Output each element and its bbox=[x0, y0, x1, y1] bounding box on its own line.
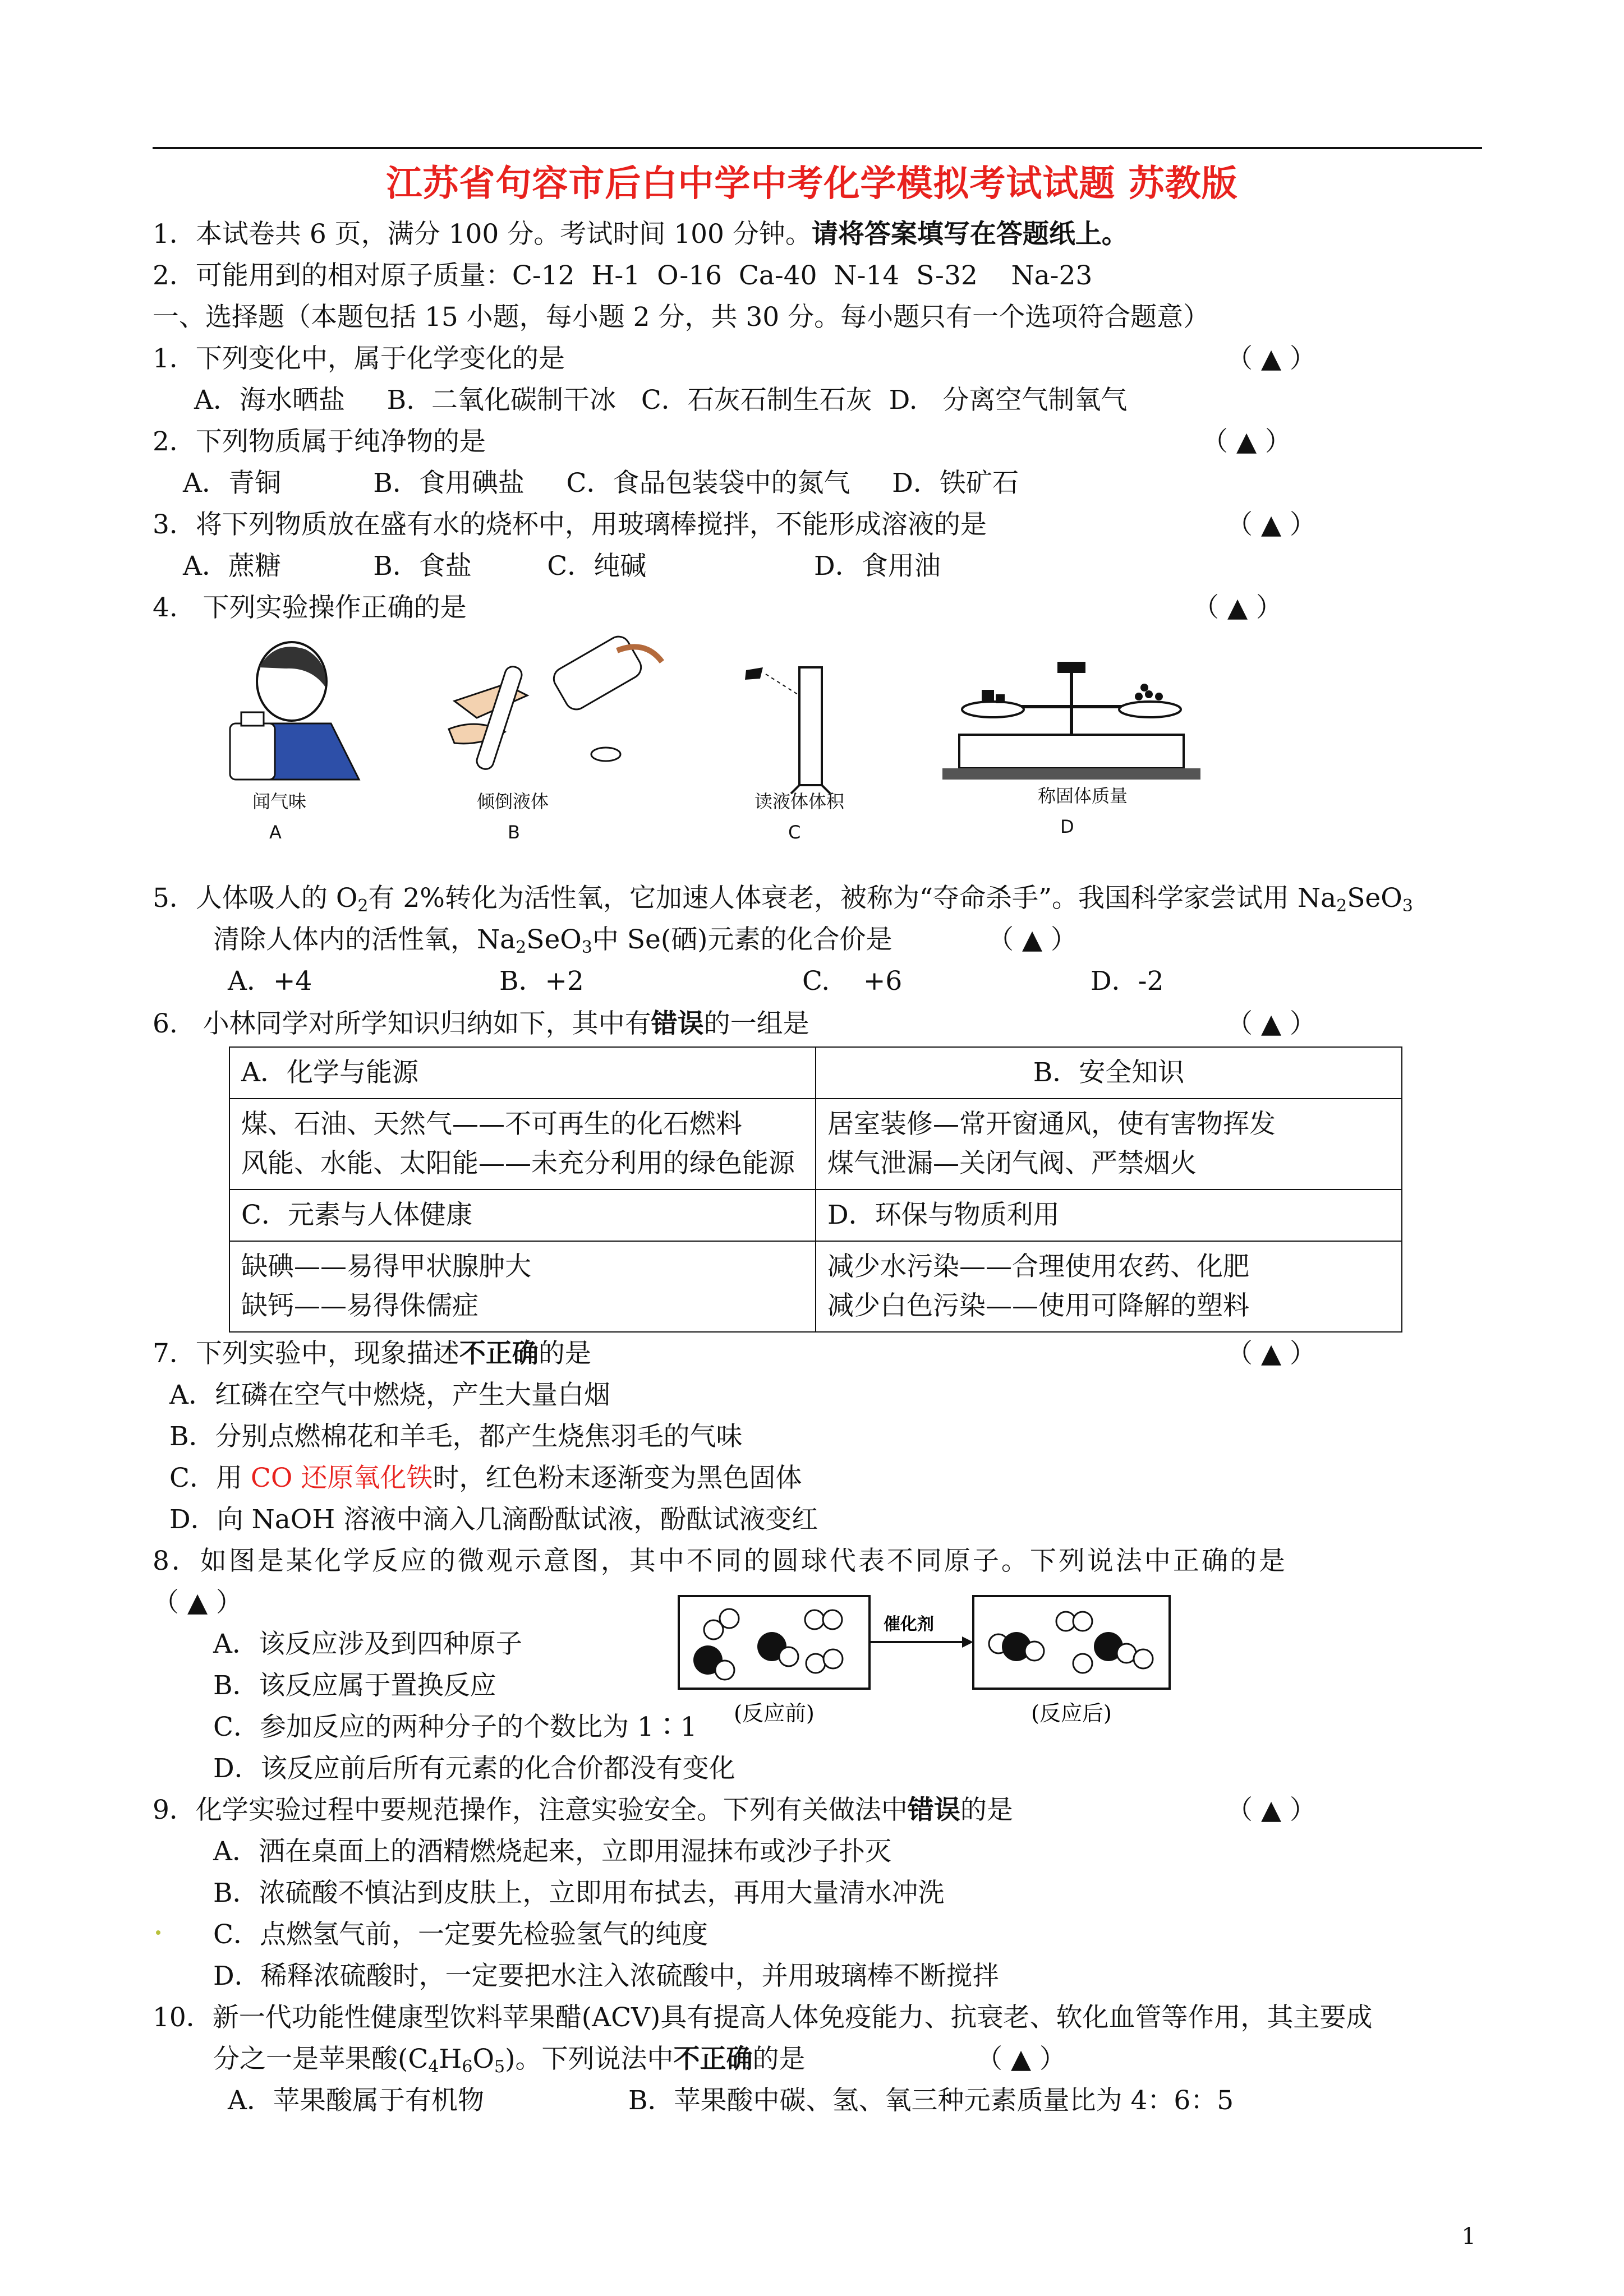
q8-option-a: A．该反应涉及到四种原子 bbox=[213, 1629, 522, 1659]
caption-c: 读液体体积 bbox=[755, 791, 845, 812]
letter-b: B bbox=[508, 822, 520, 843]
q1-answer-mark: （ ▲ ） bbox=[1226, 343, 1317, 374]
q1-stem: 1．下列变化中，属于化学变化的是 bbox=[153, 343, 565, 374]
figure-b-pouring bbox=[449, 634, 662, 843]
cell-c-content: 缺碘——易得甲状腺肿大 缺钙——易得侏儒症 bbox=[229, 1241, 816, 1332]
q10-answer-mark: （ ▲ ） bbox=[976, 2044, 1066, 2074]
q9-answer-mark: （ ▲ ） bbox=[1226, 1795, 1317, 1825]
table-row bbox=[229, 1241, 1402, 1332]
cell-header-c: C．元素与人体健康 bbox=[229, 1190, 816, 1241]
cell-header-d: D．环保与物质利用 bbox=[816, 1190, 1402, 1241]
q5-line-1: 5．人体吸人的 $O_2$有 2%转化为活性氧，它加速人体衰老，被称为“夺命杀手”。我国科学家尝试用 $Na_2SeO_3$ bbox=[153, 883, 1413, 916]
q4-stem: 4. 下列实验操作正确的是 bbox=[153, 592, 467, 623]
q8-option-d: D．该反应前后所有元素的化合价都没有变化 bbox=[213, 1753, 735, 1784]
note-2: 2．可能用到的相对原子质量：C-12 H-1 O-16 Ca-40 N-14 S-32 Na-23 bbox=[153, 260, 1093, 291]
q5-option-d: D．-2 bbox=[1091, 966, 1164, 997]
stray-dot bbox=[156, 1930, 160, 1935]
figure-c-reading bbox=[745, 667, 845, 843]
q9-option-b: B．浓硫酸不慎沾到皮肤上，立即用布拭去，再用大量清水冲洗 bbox=[213, 1878, 945, 1908]
q7-option-a: A．红磷在空气中燃烧，产生大量白烟 bbox=[169, 1380, 610, 1410]
q5-option-a: A．+4 bbox=[228, 966, 312, 997]
table-row bbox=[229, 1099, 1402, 1190]
caption-d: 称固体质量 bbox=[1038, 785, 1128, 806]
q8-option-b: B．该反应属于置换反应 bbox=[213, 1670, 496, 1701]
q6-answer-mark: （ ▲ ） bbox=[1226, 1008, 1317, 1039]
q8-reaction-diagram bbox=[673, 1590, 1178, 1736]
q8-answer-mark: （ ▲ ） bbox=[153, 1587, 243, 1618]
cell-b-content: 居室装修—常开窗通风，使有害物挥发 煤气泄漏—关闭气阀、严禁烟火 bbox=[816, 1099, 1402, 1190]
q5-answer-mark: （ ▲ ） bbox=[987, 924, 1078, 955]
caption-a: 闻气味 bbox=[252, 791, 307, 812]
note-1: 1．本试卷共 6 页，满分 100 分。考试时间 100 分钟。请将答案填写在答题纸上。 bbox=[153, 219, 1128, 250]
q9-option-d: D．稀释浓硫酸时，一定要把水注入浓硫酸中，并用玻璃棒不断搅拌 bbox=[213, 1961, 999, 1991]
page-number: 1 bbox=[1461, 2224, 1476, 2249]
q7-answer-mark: （ ▲ ） bbox=[1226, 1338, 1317, 1369]
letter-d: D bbox=[1060, 816, 1074, 837]
q4-figures bbox=[213, 634, 1279, 847]
figure-a-smelling bbox=[230, 642, 359, 843]
q7-option-d: D．向 NaOH 溶液中滴入几滴酚酞试液，酚酞试液变红 bbox=[169, 1504, 818, 1535]
q8-option-c: C．参加反应的两种分子的个数比为 1∶1 bbox=[213, 1712, 697, 1742]
q2-answer-mark: （ ▲ ） bbox=[1202, 426, 1292, 457]
q3-stem: 3．将下列物质放在盛有水的烧杯中，用玻璃棒搅拌，不能形成溶液的是 bbox=[153, 509, 987, 540]
catalyst-label: 催化剂 bbox=[884, 1615, 934, 1634]
after-label: (反应后) bbox=[1031, 1701, 1112, 1726]
q5-line-2: 清除人体内的活性氧，$Na_2SeO_3$中 Se(硒)元素的化合价是 bbox=[213, 924, 892, 957]
figure-d-balance bbox=[942, 662, 1200, 837]
q4-answer-mark: （ ▲ ） bbox=[1193, 592, 1283, 623]
page-title: 江苏省句容市后白中学中考化学模拟考试试题 苏教版 bbox=[386, 163, 1238, 205]
q6-table bbox=[229, 1046, 1402, 1333]
q6-stem: 6. 小林同学对所学知识归纳如下，其中有错误的一组是 bbox=[153, 1008, 809, 1039]
q10-line-2: 分之一是苹果酸$(C_4H_6O_5)$。下列说法中不正确的是 bbox=[213, 2044, 806, 2077]
q9-option-c: C．点燃氢气前，一定要先检验氢气的纯度 bbox=[213, 1919, 708, 1950]
q7-option-b: B．分别点燃棉花和羊毛，都产生烧焦羽毛的气味 bbox=[169, 1421, 743, 1452]
letter-c: C bbox=[788, 822, 801, 843]
cell-header-a: A．化学与能源 bbox=[229, 1047, 816, 1099]
q10-line-1: 10．新一代功能性健康型饮料苹果醋(ACV)具有提高人体免疫能力、抗衰老、软化血管等作用，其主要成 bbox=[153, 2002, 1373, 2033]
q8-stem: 8．如图是某化学反应的微观示意图，其中不同的圆球代表不同原子。下列说法中正确的是 bbox=[153, 1546, 1287, 1576]
q10-option-a: A．苹果酸属于有机物 bbox=[228, 2085, 484, 2116]
q1-options: A．海水晒盐 B. 二氧化碳制干冰 C．石灰石制生石灰 D. 分离空气制氧气 bbox=[194, 385, 1128, 416]
before-label: (反应前) bbox=[734, 1701, 815, 1726]
q7-option-c: C．用 CO 还原氧化铁时，红色粉末逐渐变为黑色固体 bbox=[169, 1463, 802, 1493]
q5-option-c: C. +6 bbox=[802, 966, 903, 997]
cell-a-content: 煤、石油、天然气——不可再生的化石燃料 风能、水能、太阳能——未充分利用的绿色能源 bbox=[229, 1099, 816, 1190]
q3-answer-mark: （ ▲ ） bbox=[1226, 509, 1317, 540]
q9-option-a: A．洒在桌面上的酒精燃烧起来，立即用湿抹布或沙子扑灭 bbox=[213, 1836, 891, 1867]
section-heading: 一、选择题（本题包括 15 小题，每小题 2 分，共 30 分。每小题只有一个选项符合题意） bbox=[153, 302, 1210, 333]
q3-options: A．蔗糖 B．食盐 C．纯碱 D．食用油 bbox=[183, 551, 941, 582]
q2-options: A．青铜 B．食用碘盐 C．食品包装袋中的氮气 D．铁矿石 bbox=[183, 468, 1019, 499]
cell-d-content: 减少水污染——合理使用农药、化肥 减少白色污染——使用可降解的塑料 bbox=[816, 1241, 1402, 1332]
letter-a: A bbox=[269, 822, 282, 843]
q7-stem: 7．下列实验中，现象描述不正确的是 bbox=[153, 1338, 591, 1369]
header-rule bbox=[153, 147, 1482, 149]
q5-option-b: B．+2 bbox=[499, 966, 584, 997]
table-row bbox=[229, 1047, 1402, 1099]
cell-header-b: B．安全知识 bbox=[816, 1047, 1402, 1099]
q2-stem: 2．下列物质属于纯净物的是 bbox=[153, 426, 486, 457]
caption-b: 倾倒液体 bbox=[477, 791, 549, 812]
q9-stem: 9．化学实验过程中要规范操作，注意实验安全。下列有关做法中错误的是 bbox=[153, 1795, 1013, 1825]
table-row bbox=[229, 1190, 1402, 1241]
q10-option-b: B．苹果酸中碳、氢、氧三种元素质量比为 4：6：5 bbox=[628, 2085, 1234, 2116]
